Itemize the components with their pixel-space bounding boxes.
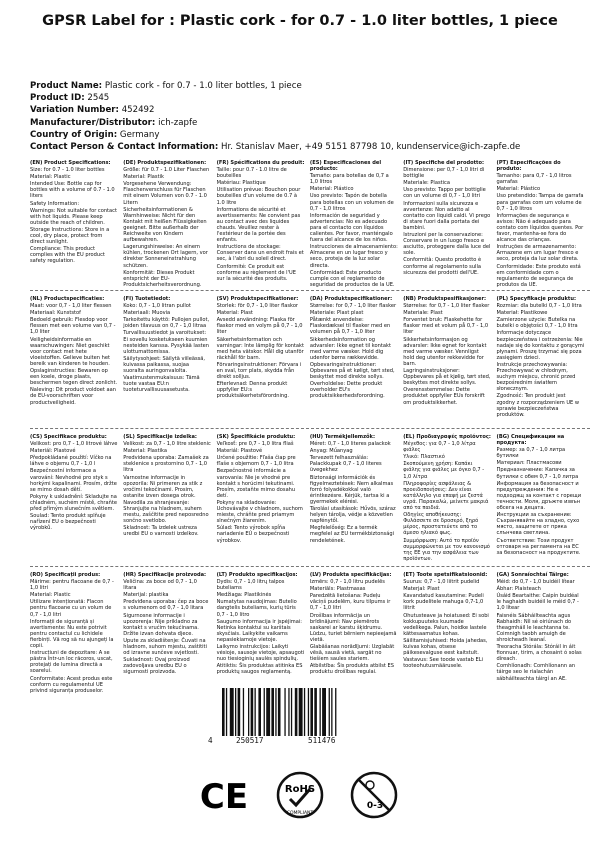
- spec-line: Instrukcje przechowywania: Przechowywać w chłodnym, suchym miejscu, chronić przed bezpośrednim światłem słonecznym.: [496, 361, 576, 393]
- spec-line: Sicherheitsinformationen & Warnhinweise: Nicht für den Kontakt mit heißen Flüssigkeiten geeignet. Bitte außerhalb der Reichweite von Kindern aufbewahren.: [123, 206, 207, 244]
- spec-line: Compliance: This product complies with the EU product safety regulation.: [30, 246, 105, 265]
- spec-heading: (PL) Specyfikacje produktu:: [496, 296, 577, 302]
- spec-line: Overholdelse: Dette produkt overholder EU's produktsikkerhedsforordning.: [309, 381, 385, 400]
- product-id-line: [30, 92, 590, 104]
- manufacturer: ich-zapfe: [158, 117, 198, 128]
- contact-line: [30, 141, 590, 153]
- barcode-bar: [331, 688, 332, 736]
- language-spec-block: [310, 296, 398, 401]
- spec-line: Conformitate: Acest produs este conform cu regulamentul UE privind siguranța produselor.: [30, 675, 113, 694]
- contact-label: Contact Person & Contact Information:: [30, 142, 219, 153]
- barcode-bar: [314, 688, 317, 736]
- spec-line: Informazioni sulla sicurezza e avvertenze: Non adatto al contatto con liquidi caldi. Vi prego di stare fuori dalla portata dei bambini.: [403, 200, 491, 231]
- spec-line: Vastavus: See toode vastab ELi tooteohutusmäärusele.: [403, 657, 483, 670]
- spec-line: Material: Plastik: [123, 174, 164, 181]
- spec-line: Συμμόρφωση: Αυτό το προϊόν συμμορφώνεται με τον κανονισμό της ΕΕ για την ασφάλεια των προϊόντων.: [403, 537, 490, 562]
- spec-line: Avsedd användning: Flaska för flaskor med en volym på 0,7 - 1,0 liter: [216, 317, 303, 336]
- spec-line: Veličina: za boce od 0,7 - 1,0 litara: [123, 579, 197, 592]
- barcode-bar: [258, 688, 261, 736]
- spec-line: Información de seguridad y advertencias: No es adecuado para el contacto con líquidos calientes. Por favor, manténgalo fuera del alcance de los niños.: [309, 212, 393, 244]
- spec-line: Material: Plast: [216, 310, 253, 317]
- spec-line: Sikkerhetsinformasjon og advarsler: Ikke egnet for kontakt med varme væsker. Vennligst hold deg utenfor rekkevidde for barn.: [403, 336, 487, 367]
- spec-line: Dydis: 0,7 - 1,0 litrų talpos buteliams: [216, 579, 285, 592]
- spec-line: Информация за безопасност и предупреждения: Не е подходящ за контакт с горещи течности. Моля, дръжте извън обсега на децата.: [496, 480, 582, 512]
- barcode-bar: [271, 688, 274, 736]
- barcode-bar: [320, 688, 321, 736]
- spec-line: Pokyny k uskladnění: Skladujte na chladném, suchém místě, chraňte před přímým slunečním světlem.: [30, 493, 117, 513]
- spec-line: Uso previsto: Tappo per bottiglie con un volume di 0,7 - 1,0 litri: [403, 187, 486, 200]
- spec-line: Materiāls: Plastmasas: [309, 586, 366, 593]
- language-spec-block: [217, 160, 305, 283]
- barcode-bar: [335, 688, 336, 736]
- row-separator: [30, 428, 590, 429]
- spec-heading: (SV) Produktspecifikationer:: [216, 296, 299, 302]
- spec-line: Bezpečnostní informace a varování: Nevhodné pro styk s horkými kapalinami. Prosím, držte se mimo dosah dětí.: [30, 468, 117, 493]
- spec-heading: (ET) Toote spetsifikatsioonid:: [403, 572, 488, 578]
- spec-line: Laikymo instrukcijos: Laikyti vėsioje, sausoje vietoje, apsaugoti nuo tiesioginių saulės spindulių.: [216, 644, 305, 663]
- spec-line: Material: Plastika: [123, 448, 167, 455]
- spec-line: Safety Information:: [30, 200, 80, 207]
- spec-line: Größe: für 0.7 - 1.0 Liter Flaschen: [123, 167, 210, 174]
- spec-line: Warnings: Not suitable for contact with hot liquids. Please keep outside the reach of children.: [30, 207, 117, 226]
- spec-line: Paredzētā lietošana: Pudeļu vāciņš pudelēm, kuru tilpums ir 0,7 - 1,0 litri: [309, 593, 391, 612]
- spec-line: Materiaali: Muovia: [123, 310, 171, 317]
- spec-line: Påtænkt anvendelse: Flaskedæksel til flasker med en volumen på 0,7 - 1,0 liter: [309, 317, 391, 336]
- barcode-bar: [310, 688, 313, 736]
- language-spec-block: [310, 572, 398, 677]
- language-spec-block: [30, 572, 118, 695]
- country-of-origin: Germany: [119, 129, 160, 140]
- barcode-bar: [243, 688, 244, 736]
- manufacturer-label: Manufacturer/Distributor:: [30, 117, 156, 128]
- spec-line: Instrucciones de almacenamiento: Almacene en un lugar fresco y seco, proteja de la luz solar directa.: [309, 244, 398, 269]
- spec-line: Материал: Пластмасови: [496, 460, 562, 467]
- product-id: 2545: [87, 93, 110, 104]
- spec-line: Πληροφορίες ασφάλειας & προειδοποιήσεις: Δεν είναι κατάλληλο για επαφή με ζεστά υγρά. Παρακαλώ, μείνετε μακριά από τα παιδιά.: [403, 480, 489, 512]
- product-id-label: Product ID:: [30, 93, 85, 104]
- spec-line: Istruzioni per la conservazione: Conservare in un luogo fresco e asciutto, proteggere dalla luce del sole.: [403, 232, 491, 257]
- spec-line: Инструкции за съхранение: Съхранявайте на хладно, сухо място, защитете от пряка слънчева светлина.: [496, 512, 580, 537]
- spec-line: Säkerhetsinformation och varningar: Inte lämplig för kontakt med heta vätskor. Håll dig utanför räckhåll för barn.: [216, 336, 304, 361]
- spec-heading: (CS) Specifikace produktu:: [30, 434, 107, 440]
- language-spec-block: [403, 160, 491, 277]
- spec-line: Numatytas naudojimas: Butelio dangtelis buteliams, kurių tūris 0,7 - 1,0 litro: [216, 599, 297, 618]
- language-spec-block: [30, 434, 118, 532]
- spec-line: Storage Instructions: Store in a cool, dry place, protect from direct sunlight.: [30, 226, 110, 246]
- barcode-right-digits: 511476: [308, 736, 336, 745]
- spec-heading: (FI) Tuotetiedot:: [123, 296, 171, 302]
- spec-line: Izmērs: 0,7 - 1,0 litru pudelēs: [309, 579, 385, 586]
- barcode-bar: [222, 688, 225, 736]
- spec-line: Informations de sécurité et avertissements: Ne convient pas au contact avec des liquides chauds. Veuillez rester à l'extérieur de la portée des enfants.: [216, 206, 301, 244]
- spec-heading: (EN) Product Specifications:: [30, 160, 111, 166]
- spec-line: Sigurnosne informacije i upozorenja: Nije prikladno za kontakt s vrućim tekućinama. Držite izvan dohvata djece.: [123, 612, 199, 637]
- spec-line: Ábhar: Plaisteach: [496, 586, 541, 593]
- language-spec-block: [403, 572, 491, 670]
- spec-line: Pokyny na skladovanie: Uchovávajte v chladnom, suchom mieste, chráňte pred priamym slnečným žiarením.: [216, 499, 303, 525]
- language-spec-block: [497, 160, 585, 289]
- row-separator: [30, 290, 590, 291]
- spec-line: Tervezett felhasználás: Palackkupak 0,7 - 1,0 literes üvegekhez: [309, 455, 382, 474]
- age-warning-text: 0-3: [366, 801, 384, 811]
- language-spec-block: [310, 434, 398, 545]
- spec-line: Säilitamisjuhised: Hoida jahedas, kuivas kohas, otsese päikesevalguse eest kaitstult.: [403, 637, 488, 657]
- spec-line: Predviđena uporaba: čep za boce s volumenom od 0,7 - 1,0 litara: [123, 599, 209, 612]
- language-spec-block: [310, 160, 398, 289]
- spec-heading: (LT) Produkto specifikacijos:: [216, 572, 298, 578]
- spec-line: Turvallisuustiedot ja varoitukset: Ei sovellu kosketukseen kuumien nesteiden kanssa. Pysykää lasten ulottumattomissa.: [123, 330, 209, 355]
- not-for-age-0-3-icon: [348, 770, 400, 820]
- spec-line: Predvidena uporaba: Zamašek za steklenice s prostornino 0,7 - 1,0 litra: [123, 455, 209, 474]
- spec-line: Upute za skladištenje: Čuvati na hladnom, suhom mjestu, zaštititi od izravne sunčeve svjetlosti.: [123, 637, 207, 657]
- barcode-bar: [238, 688, 241, 736]
- spec-line: Material: Plástico: [309, 186, 354, 193]
- spec-line: Sukladnost: Ovaj proizvod zadovoljava uredbu EU o sigurnosti proizvoda.: [123, 657, 190, 676]
- spec-heading: (ES) Especificaciones del producto:: [309, 160, 382, 173]
- barcode-bar: [322, 688, 326, 736]
- spec-line: Rozmiar: dla butelki 0,7 - 1,0 litra: [496, 303, 582, 310]
- spec-line: Opbevaringsinstruktioner: Opbevares på et køligt, tørt sted, beskyttet mod direkte sollys.: [309, 361, 395, 381]
- barcode-lead-digit: 4: [208, 736, 213, 745]
- spec-line: Ohutusteave ja hoiatused: Ei sobi kokkupuuteks kuumade vedelikega. Palun, hoidke lastele kättesaamatus kohas.: [403, 612, 489, 637]
- spec-line: Efterlevnad: Denna produkt uppfyller EU:s produktsäkerhetsförordning.: [216, 381, 289, 400]
- spec-line: Glabāšanas norādījumi: Uzglabāt vēsā, sausā vietā, sargāt no tiešiem saules stariem.: [309, 644, 395, 663]
- spec-line: Conformité: Ce produit est conforme au règlement de l'UE sur la sécurité des produits.: [216, 263, 296, 282]
- spec-line: Size: for 0.7 - 1.0 liter bottles: [30, 167, 105, 174]
- spec-line: Materiál: Plastové: [30, 448, 76, 455]
- spec-line: Atbilstība: Šis produkts atbilst ES produktu drošības regulai.: [309, 663, 394, 676]
- spec-heading: (BG) Спецификации на продукта:: [496, 434, 565, 447]
- spec-line: Konformität: Dieses Produkt entspricht der EU-Produktsicherheitsverordnung.: [123, 269, 202, 288]
- spec-line: Taille: pour 0.7 - 1.0 litre de bouteilles: [216, 167, 287, 180]
- spec-line: Materiaal: Kunststof: [30, 310, 81, 317]
- spec-heading: (SK) Špecifikácie produktu:: [216, 434, 296, 440]
- spec-line: Materiál: Plastové: [216, 448, 263, 455]
- barcode-bar: [248, 688, 249, 736]
- barcode-bar: [264, 688, 265, 736]
- spec-line: Kavandatud kasutamine: Pudeli kork pudelitele mahuga 0,7-1,0 liitrit: [403, 593, 484, 612]
- spec-line: Forventet bruk: Flaskehette for flasker med et volum på 0,7 - 1,0 liter: [403, 317, 489, 336]
- spec-line: Størrelse: for 0,7 - 1,0 liter flasker: [403, 303, 490, 310]
- rohs-text: RoHS: [284, 784, 316, 795]
- spec-line: Utilizare intenționată: Flacon pentru flacoane cu un volum de 0,7 - 1,0 litri: [30, 599, 112, 618]
- product-info: [30, 80, 590, 153]
- barcode-bar: [266, 688, 270, 736]
- spec-line: Faisnéis Sábháilteachta agus Rabhaidh: Níl sé oiriúnach do theagmháil le leachtanna te. Coimnigh taobh amuigh de shroicheadh leanaí.: [496, 612, 572, 643]
- spec-line: Material: Plástico: [496, 186, 541, 193]
- language-spec-block: [403, 296, 491, 407]
- spec-line: Overensstemmelse: Dette produktet oppfyller EUs forskrift om produktsikkerhet.: [403, 387, 485, 406]
- spec-line: Material: Plastic: [30, 592, 71, 599]
- barcode-left-digits: 250517: [236, 736, 264, 745]
- language-spec-block: [497, 434, 585, 557]
- spec-line: Förvaringsinstruktioner: Förvara i en sval, torr plats, skydda från direkt solljus.: [216, 361, 302, 381]
- spec-heading: (HU) Termékjellemzők:: [309, 434, 375, 440]
- spec-line: Utilisation prévue: Bouchon pour bouteilles d'un volume de 0.7 à 1.0 litre: [216, 187, 301, 206]
- spec-line: Matériau: Plastique: [216, 180, 266, 187]
- spec-line: Saugumo informacija ir įspėjimai: Netinka kontaktui su karštais skysčiais. Laikykite vaikams nepasiekiamoje vietoje.: [216, 618, 302, 643]
- rohs-compliant-icon: [274, 770, 326, 820]
- language-spec-block: [123, 160, 211, 289]
- barcode-bar: [284, 688, 285, 736]
- spec-line: Materijal: plastika: [123, 592, 169, 599]
- spec-line: Maat: voor 0,7 - 1,0 liter flessen: [30, 303, 112, 310]
- spec-line: Съответствие: Този продукт отговаря на регламента на ЕС за безопасност на продуктите.: [496, 537, 581, 556]
- spec-line: Méid: do 0,7 - 1,0 buidéil lítear: [496, 579, 575, 586]
- spec-line: Varnostne informacije in opozorila: Ni primeren za stik z vročimi tekočinami. Prosim, ostanite izven dosega otrok.: [123, 474, 203, 499]
- spec-line: Informações de segurança e avisos: Não é adequado para contato com líquidos quentes. Por favor, mantenha-se fora do alcance das crianças.: [496, 212, 584, 244]
- spec-line: Instruções de armazenamento: Armazene em um lugar fresco e seco, proteja da luz solar direta.: [496, 244, 579, 263]
- spec-line: Størrelse: for 0,7 - 1,0 liter flasker: [309, 303, 397, 310]
- product-name: Plastic cork - for 0.7 - 1.0 liter bottles, 1 piece: [104, 81, 302, 91]
- spec-line: Sikkerhedsinformation og advarsler: Ikke egnet til kontakt med varme væsker. Hold dig udenfor børns rækkevidde.: [309, 336, 391, 361]
- language-spec-block: [217, 434, 305, 545]
- barcode-bar: [308, 688, 309, 736]
- barcode-bar: [275, 688, 276, 736]
- spec-line: Σκοπούμενη χρήση: Καπάκι φιάλης για φιάλες με όγκο 0,7 - 1,0 λίτρα: [403, 461, 485, 480]
- barcode-bar: [329, 688, 330, 736]
- spec-line: Anyag: Műanyag: [309, 448, 353, 455]
- language-spec-block: [403, 434, 491, 563]
- spec-line: Naleving: Dit product voldoet aan de EU-voorschriften voor productveiligheid.: [30, 387, 116, 406]
- spec-line: Megfelelőség: Ez a termék megfelel az EU termékbiztonsági rendeletének.: [309, 525, 394, 544]
- spec-line: Veiligheidsinformatie en waarschuwingen: Niet geschikt voor contact met hete vloeistoffen. Gelieve buiten het bereik van kinderen te houden.: [30, 336, 111, 367]
- row-separator: [30, 566, 590, 567]
- barcode-bar: [295, 688, 298, 736]
- language-spec-block: [217, 296, 305, 401]
- spec-line: Úsáid Beartaithe: Caipín buidéal le haghaidh buidéil le méid 0,7 - 1,0 lítear: [496, 593, 579, 612]
- spec-line: Tárolási utasítások: Hűvös, száraz helyen tárolja, védje a közvetlen napfénytől.: [309, 506, 396, 525]
- spec-line: Velikost: za 0,7 - 1,0 litre steklenic: [123, 441, 211, 448]
- barcode-bar: [304, 688, 305, 736]
- origin-label: Country of Origin:: [30, 129, 118, 140]
- spec-line: Lagringsinstruksjoner: Oppbevares på et kjølig, tørt sted, beskyttes mot direkte sollys.: [403, 368, 491, 387]
- spec-heading: (IT) Specifiche del prodotto:: [403, 160, 485, 166]
- spec-heading: (SL) Specifikacije izdelka:: [123, 434, 197, 440]
- spec-line: Conformità: Questo prodotto è conforme al regolamento sulla sicurezza dei prodotti dell'UE.: [403, 257, 482, 276]
- spec-line: Tamanho: para 0,7 - 1,0 litros garrafas: [496, 173, 572, 186]
- spec-heading: (GA) Sonraíochtaí Táirge:: [496, 572, 569, 578]
- spec-line: Mărime: pentru flacoane de 0,7 - 1,0 litri: [30, 579, 114, 592]
- spec-line: Instrucțiuni de depozitare: A se păstra într-un loc răcoros, uscat, protejați de lumina directă a soarelui.: [30, 650, 113, 675]
- product-name-line: [30, 80, 590, 92]
- spec-line: Zgodność: Ten produkt jest zgodny z rozporządzeniem UE w sprawie bezpieczeństwa produktów.: [496, 393, 580, 418]
- variation-line: [30, 104, 590, 116]
- spec-heading: (FR) Spécifications du produit:: [216, 160, 305, 166]
- spec-line: Intended Use: Bottle cap for bottles with a volume of 0.7 - 1.0 liters: [30, 181, 115, 200]
- spec-line: Comhlíonadh: Comhlíonann an táirge seo le rialachán sábháilteachta táirgí an AE.: [496, 663, 576, 682]
- spec-line: Informacje dotyczące bezpieczeństwa i ostrzeżenia: Nie nadaje się do kontaktu z gorącymi płynami. Proszę trzymać się poza zasięgiem dzieci.: [496, 330, 585, 361]
- barcode-bar: [291, 688, 292, 736]
- spec-line: Dimensione: per 0,7 - 1,0 litri di bottiglie: [403, 167, 485, 180]
- spec-line: Materiał: Plastikowe: [496, 310, 548, 317]
- variation-label: Variation Number:: [30, 105, 119, 116]
- language-spec-block: [497, 296, 585, 419]
- spec-line: Veľkosť: pre 0,7 - 1,0 litra fliaš: [216, 441, 294, 448]
- contact-info: Hr. Stanislav Maer, +49 5151 87798 10, kundenservice@ich-zapfe.de: [221, 142, 521, 153]
- spec-heading: (PT) Especificações do produto:: [496, 160, 561, 173]
- spec-line: Informații de siguranță și avertismente: Nu este potrivit pentru contactul cu lichidele fierbinți. Vă rog să nu ajungeți la copii.: [30, 618, 114, 650]
- spec-heading: (EL) Προδιαγραφές προϊόντος:: [403, 434, 491, 440]
- barcode: [222, 688, 372, 736]
- spec-line: Soulad: Tento produkt splňuje nařízení EU o bezpečnosti výrobků.: [30, 513, 106, 532]
- ce-mark-icon: [198, 770, 250, 820]
- spec-line: Skladnost: Ta izdelek ustreza uredbi EU o varnosti izdelkov.: [123, 525, 199, 538]
- spec-line: Určené použitie: Fľaša čiap pre fľaše s objemom 0,7 - 1,0 litra: [216, 455, 296, 468]
- barcode-bar: [255, 688, 256, 736]
- spec-line: Vaatimustenmukaisuus: Tämä tuote vastaa EU:n tuoteturvallisuusasetusta.: [123, 375, 200, 394]
- spec-line: Koko: 0,7 - 1,0 litran pullot: [123, 303, 191, 310]
- spec-line: Предназначение: Капачка за бутилки с обем 0,7 - 1,0 литра: [496, 467, 579, 480]
- spec-line: Conformidade: Este produto está em conformidade com o regulamento de segurança de produtos da UE.: [496, 263, 581, 288]
- barcode-bar: [251, 688, 254, 736]
- spec-heading: (NB) Produktspesifikasjoner:: [403, 296, 487, 302]
- barcode-bar: [288, 688, 289, 736]
- language-spec-block: [217, 572, 305, 677]
- language-spec-block: [123, 572, 211, 677]
- spec-line: Velikost: pro 0,7 - 1,0 litrové láhve: [30, 441, 118, 448]
- spec-line: Navodila za shranjevanje: Shranjujte na hladnem, suhem mestu, zaščitite pred neposredno sončno svetlobo.: [123, 499, 209, 525]
- spec-line: Οδηγίες αποθήκευσης: Φυλάσσετε σε δροσερό, ξηρό μέρος, προστατεύετε από το άμεσο ηλιακό φως.: [403, 512, 479, 537]
- spec-heading: (DE) Produktspezifikationen:: [123, 160, 207, 166]
- spec-line: Bedoeld gebruik: Flesdop voor flessen met een volume van 0,7 - 1,0 liter: [30, 317, 116, 336]
- spec-line: Storlek: för 0,7 - 1,0 liter flaskor: [216, 303, 299, 310]
- spec-line: Medžiaga: Plastikinės: [216, 592, 272, 599]
- manufacturer-line: [30, 117, 590, 129]
- spec-line: Uso previsto: Tapón de botella para botellas con un volumen de 0,7 - 1,0 litros: [309, 193, 394, 212]
- spec-heading: (DA) Produktspecifikationer:: [309, 296, 393, 302]
- variation-number: 452492: [121, 105, 155, 116]
- language-spec-block: [30, 160, 118, 266]
- spec-line: Materiale: Plastica: [403, 180, 450, 187]
- spec-line: Méret: 0,7 - 1,0 literes palackok: [309, 441, 391, 448]
- language-spec-block: [123, 434, 211, 539]
- spec-line: Uso pretendido: Tampa de garrafa para garrafas com um volume de 0,7 - 1,0 litros: [496, 193, 584, 212]
- barcode-bar: [235, 688, 236, 736]
- spec-line: Tarkoitettu käyttö: Pullojen pullot, joiden tilavuus on 0,7 - 1,0 litraa: [123, 317, 210, 330]
- spec-line: Materiale: Plast plast: [309, 310, 364, 317]
- spec-line: Opslaginstructies: Bewaren op een koele, droge plaats, beschermen tegen direct zonlicht.: [30, 368, 118, 387]
- spec-line: Bezpečnostné informácie a varovania: Nie je vhodné pre kontakt s horúcimi tekutinami. Prosím, zostaňte mimo dosahu detí.: [216, 468, 296, 499]
- spec-line: Drošības informācija un brīdinājumi: Nav piemērots saskarei ar karstu šķidrumu. Lūdzu, turiet bērniem nepieejamā vietā.: [309, 612, 397, 643]
- spec-heading: (RO) Specificații produs:: [30, 572, 101, 578]
- spec-line: Biztonsági információk és figyelmeztetések: Nem alkalmas forró folyadékokkal való érintkezésre. Kérjük, tartsa ki a gyermekek elérési.: [309, 474, 394, 505]
- barcode-bar: [226, 688, 227, 736]
- spec-line: Lagerungshinweise: An einem kühlen, trockenen Ort lagern, vor direkter Sonneneinstrahlung schützen.: [123, 244, 208, 269]
- product-name-label: Product Name:: [30, 81, 103, 91]
- language-spec-block: [497, 572, 585, 683]
- spec-line: Υλικό: Πλαστικό: [403, 454, 445, 461]
- rohs-sub-text: COMPLIANT: [286, 811, 314, 816]
- spec-line: Instructions de stockage: Conserver dans un endroit frais et sec, à l'abri du soleil direct.: [216, 244, 304, 263]
- spec-heading: (NL) Productspecificaties:: [30, 296, 105, 302]
- spec-line: Materiale: Plast: [403, 310, 443, 317]
- spec-line: Atitiktis: Šis produktas atitinka ES produktų saugos reglamentą.: [216, 663, 303, 676]
- spec-line: Tamaño: para botellas de 0,7 a 1,0 litros: [309, 173, 389, 186]
- spec-line: Säilytysohjeet: Säilytä viileässä, kuivassa paikassa, suojaa suoralta auringonvalolta.: [123, 355, 206, 375]
- spec-line: Размер: за 0,7 - 1,0 литра бутилки: [496, 447, 566, 460]
- spec-line: Súlad: Tento výrobok spĺňa nariadenie EÚ o bezpečnosti výrobkov.: [216, 525, 290, 544]
- language-spec-block: [123, 296, 211, 394]
- page-title: GPSR Label for : Plastic cork - for 0.7 - 1.0 liter bottles, 1 piece: [42, 13, 558, 29]
- spec-heading: (LV) Produkta specifikācijas:: [309, 572, 392, 578]
- spec-heading: (HR) Specifikacije proizvoda:: [123, 572, 207, 578]
- spec-line: Vorgesehene Verwendung: Flaschenverschluss für Flaschen mit einem Volumen von 0.7 - 1.0 Litern: [123, 181, 207, 206]
- spec-line: Materjal: Plast: [403, 586, 440, 593]
- language-spec-block: [30, 296, 118, 407]
- spec-line: Material: Plastic: [30, 174, 71, 181]
- spec-line: Zamierzone użycie: Butelka na butelki o objętości 0,7 - 1,0 litra: [496, 317, 578, 330]
- spec-line: Conformidad: Este producto cumple con el reglamento de seguridad de productos de la UE.: [309, 269, 395, 288]
- spec-line: Předpokládané použití: Víčko na láhve o objemu 0,7 - 1,0 l: [30, 455, 112, 468]
- ce-mark-text: CE: [199, 777, 249, 817]
- spec-line: Treoracha Stórála: Stóráil in áit fionnuar, tirim, a chosaint ó solas díreach.: [496, 644, 582, 663]
- spec-line: Μέγεθος: για 0,7 - 1,0 λίτρα φιάλες: [403, 441, 476, 454]
- barcode-bar: [278, 688, 281, 736]
- barcode-bar: [299, 688, 303, 736]
- barcode-bar: [230, 688, 234, 736]
- origin-line: [30, 129, 590, 141]
- spec-line: Suurus: 0,7 - 1,0 liitrit pudelid: [403, 579, 480, 586]
